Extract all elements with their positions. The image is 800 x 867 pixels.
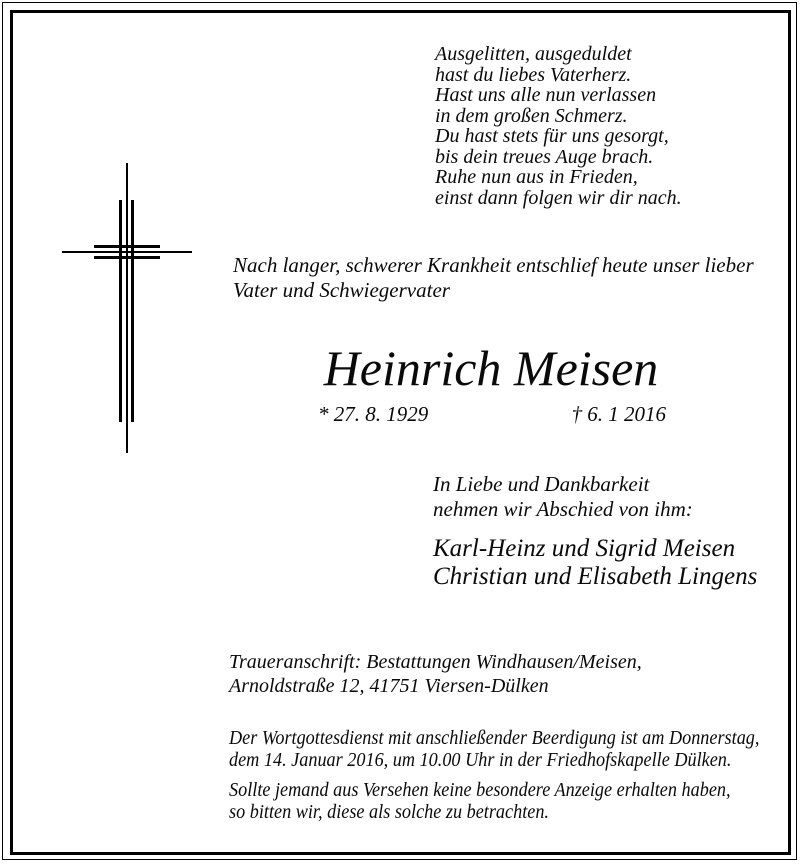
cross-vertical-thick-line-right xyxy=(131,200,134,422)
life-dates-row xyxy=(318,402,666,427)
poem-line: hast du liebes Vaterherz. xyxy=(435,63,632,86)
announcement-line: Vater und Schwiegervater xyxy=(233,278,450,302)
mourner-line: Christian und Elisabeth Lingens xyxy=(433,563,758,590)
cross-vertical-thin-line xyxy=(126,163,128,453)
cross-horizontal-thick-line-top xyxy=(94,245,160,248)
notice-line: Sollte jemand aus Versehen keine besondere Anzeige erhalten haben, xyxy=(229,779,731,801)
poem-line: Ruhe nun aus in Frieden, xyxy=(435,166,638,188)
memorial-poem xyxy=(435,44,682,208)
farewell-line: nehmen wir Abschied von ihm: xyxy=(433,496,693,521)
apology-notice xyxy=(229,779,731,823)
notice-line: so bitten wir, diese als solche zu betrachten. xyxy=(229,801,549,823)
poem-line: Ausgelitten, ausgeduldet xyxy=(435,43,632,65)
birth-date: * 27. 8. 1929 xyxy=(318,402,429,426)
address-line: Arnoldstraße 12, 41751 Viersen-Dülken xyxy=(229,675,549,697)
cross-horizontal-thick-line-bottom xyxy=(94,256,160,259)
service-line: Der Wortgottesdienst mit anschließender Beerdigung ist am Donnerstag, xyxy=(229,727,760,749)
funeral-service-info xyxy=(229,727,759,771)
address-line: Traueranschrift: Bestattungen Windhausen/Meisen, xyxy=(229,651,642,673)
poem-line: einst dann folgen wir dir nach. xyxy=(435,186,682,209)
service-line: dem 14. Januar 2016, um 10.00 Uhr in der Friedhofskapelle Dülken. xyxy=(229,749,732,771)
death-date: † 6. 1 2016 xyxy=(571,402,666,426)
announcement-line: Nach langer, schwerer Krankheit entschlief heute unser lieber xyxy=(233,253,754,277)
death-announcement-text xyxy=(233,253,754,303)
mourners-names xyxy=(433,535,757,591)
cross-vertical-thick-line-left xyxy=(119,200,122,422)
mourner-line: Karl-Heinz und Sigrid Meisen xyxy=(433,535,736,562)
deceased-name: Heinrich Meisen xyxy=(323,340,659,396)
poem-line: Hast uns alle nun verlassen xyxy=(435,84,657,106)
farewell-line: In Liebe und Dankbarkeit xyxy=(433,472,650,496)
mourning-address xyxy=(229,650,642,698)
farewell-text xyxy=(433,472,693,521)
poem-line: in dem großen Schmerz. xyxy=(435,104,628,127)
poem-line: bis dein treues Auge brach. xyxy=(435,145,654,168)
poem-line: Du hast stets für uns gesorgt, xyxy=(435,125,669,147)
cross-horizontal-thin-line xyxy=(62,251,192,253)
